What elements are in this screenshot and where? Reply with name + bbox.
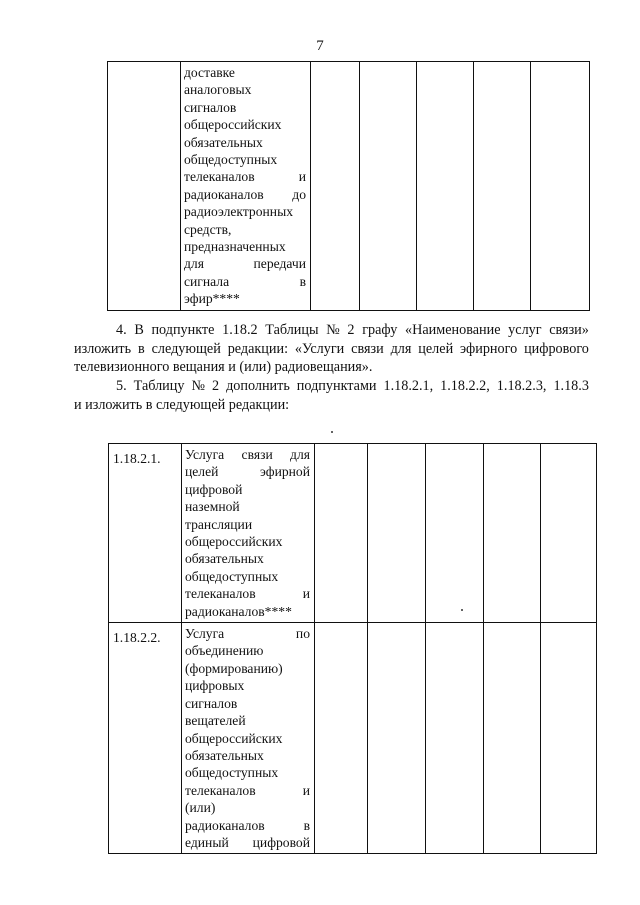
description-line	[185, 516, 310, 533]
description-line	[185, 498, 310, 515]
description-word: сигналов	[185, 695, 238, 711]
description-line	[185, 533, 310, 550]
description-word: сигналов	[184, 99, 237, 115]
scan-speck	[461, 609, 463, 611]
description-word: общероссийских	[185, 730, 283, 746]
table-cell	[541, 623, 597, 854]
description-line	[185, 730, 310, 747]
table-cell-number	[108, 62, 181, 311]
table-row	[109, 444, 597, 623]
table-cell	[426, 444, 484, 623]
service-description	[182, 444, 314, 622]
table-cell	[474, 62, 531, 311]
description-line	[184, 99, 306, 116]
description-line	[184, 221, 306, 238]
table-cell	[417, 62, 474, 311]
description-word: обязательных	[184, 134, 263, 150]
description-line	[184, 186, 306, 203]
table-cell	[426, 623, 484, 854]
description-line	[184, 81, 306, 98]
description-line	[185, 568, 310, 585]
page-number: 7	[316, 38, 324, 54]
description-line	[185, 712, 310, 729]
description-word: общедоступных	[185, 765, 279, 781]
description-word: общероссийских	[185, 534, 283, 550]
description-line	[185, 625, 310, 642]
description-word: для	[290, 447, 310, 462]
description-line	[184, 203, 306, 220]
description-word: радиоканалов	[185, 817, 265, 833]
description-word: эфирной	[260, 464, 310, 480]
description-line	[184, 238, 306, 255]
description-word: передачи	[253, 256, 306, 272]
service-description	[181, 62, 310, 310]
service-description	[182, 623, 314, 853]
table-cell	[531, 62, 590, 311]
description-word: общероссийских	[184, 117, 282, 133]
description-line	[185, 446, 310, 463]
description-word: цифровой	[185, 481, 243, 497]
description-line	[185, 550, 310, 567]
description-line	[185, 695, 310, 712]
paragraph-line: и изложить в следующей редакции:	[74, 396, 290, 413]
description-word: аналоговых	[184, 82, 252, 98]
description-word: радиоэлектронных	[184, 204, 293, 220]
description-word: средств,	[184, 221, 232, 237]
description-line	[184, 273, 306, 290]
description-word: связи	[241, 447, 273, 462]
description-line	[185, 603, 310, 620]
paragraph-line: телевизионного вещания и (или) радиовещания».	[74, 359, 373, 376]
description-word: общедоступных	[184, 152, 278, 168]
description-line	[185, 463, 310, 480]
description-line	[185, 660, 310, 677]
description-word: до	[292, 186, 306, 202]
description-word: общедоступных	[185, 568, 279, 584]
description-line	[185, 747, 310, 764]
description-word: доставке	[184, 65, 235, 80]
description-word: Услуга	[185, 447, 225, 462]
description-word: эфир****	[184, 291, 240, 307]
item-number: 1.18.2.1.	[113, 451, 161, 466]
description-line	[185, 834, 310, 851]
description-word: по	[295, 626, 310, 642]
description-line	[185, 817, 310, 834]
description-word: в	[299, 273, 306, 289]
table-cell	[541, 444, 597, 623]
description-word: и	[298, 169, 306, 185]
description-word: предназначенных	[184, 239, 286, 255]
description-line	[184, 116, 306, 133]
description-line	[185, 642, 310, 659]
description-line	[184, 64, 306, 81]
description-word: и	[302, 782, 310, 798]
description-line	[184, 290, 306, 307]
table-cell	[484, 623, 541, 854]
description-word: вещателей	[185, 713, 246, 729]
description-word: и	[302, 586, 310, 602]
services-table	[108, 443, 597, 854]
table-cell	[315, 623, 368, 854]
description-line	[185, 481, 310, 498]
table-row	[109, 623, 597, 854]
paragraph-4	[74, 321, 589, 377]
item-number: 1.18.2.2.	[113, 630, 161, 646]
table-cell-number	[109, 444, 182, 623]
paragraph-line: изложить в следующей редакции: «Услуги связи для целей эфирного цифрового	[74, 340, 589, 357]
description-line	[184, 134, 306, 151]
description-line	[185, 677, 310, 694]
table-row	[108, 62, 590, 311]
description-word: телеканалов	[185, 586, 256, 602]
continued-table	[107, 61, 590, 311]
table-cell	[360, 62, 417, 311]
description-line	[184, 151, 306, 168]
description-word: сигнала	[184, 273, 230, 289]
description-word: телеканалов	[184, 169, 255, 185]
description-line	[185, 782, 310, 799]
table-cell-description	[182, 623, 315, 854]
description-word: радиоканалов	[184, 186, 264, 202]
description-word: единый	[185, 834, 229, 850]
description-word: (формированию)	[185, 660, 283, 676]
description-word: объединению	[185, 643, 264, 659]
description-line	[185, 764, 310, 781]
table-cell-number	[109, 623, 182, 854]
description-word: трансляции	[185, 516, 253, 532]
paragraph-line: 5. Таблицу № 2 дополнить подпунктами 1.18.2.1, 1.18.2.2, 1.18.2.3, 1.18.3	[116, 378, 589, 394]
table-cell	[368, 444, 426, 623]
description-word: для	[184, 256, 204, 272]
description-word: в	[303, 817, 310, 833]
table-cell	[315, 444, 368, 623]
description-word: цифровой	[252, 834, 310, 850]
description-line	[184, 168, 306, 185]
table-cell	[484, 444, 541, 623]
table-cell-description	[182, 444, 315, 623]
description-word: обязательных	[185, 747, 264, 763]
description-word: целей	[185, 464, 219, 480]
description-word: радиоканалов****	[185, 603, 292, 619]
description-word: телеканалов	[185, 782, 256, 798]
table-cell	[311, 62, 360, 311]
description-word: обязательных	[185, 551, 264, 567]
paragraph-line: 4. В подпункте 1.18.2 Таблицы № 2 графу «Наименование услуг связи»	[116, 322, 589, 338]
scan-speck	[331, 431, 333, 433]
description-word: Услуга	[185, 626, 225, 642]
table-cell-description	[181, 62, 311, 311]
table-cell	[368, 623, 426, 854]
description-word: наземной	[185, 499, 240, 515]
description-line	[185, 799, 310, 816]
description-word: цифровых	[185, 678, 245, 694]
description-word: (или)	[185, 800, 216, 816]
description-line	[184, 255, 306, 272]
description-line	[185, 585, 310, 602]
paragraph-5	[74, 377, 589, 414]
